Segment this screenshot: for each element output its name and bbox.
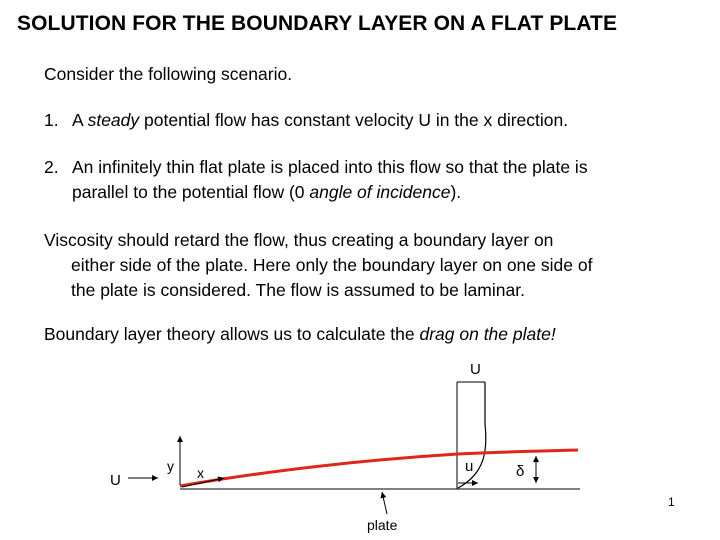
label-delta: δ bbox=[516, 463, 525, 480]
viscosity-paragraph bbox=[44, 228, 592, 303]
intro-text: Consider the following scenario. bbox=[44, 64, 293, 84]
viscosity-line3: the plate is considered. The flow is assumed to be laminar. bbox=[71, 280, 525, 300]
item2-line2-pre: parallel to the potential flow (0 bbox=[72, 182, 310, 202]
theory-pre: Boundary layer theory allows us to calculate the bbox=[44, 324, 420, 344]
item2-line2-post: ). bbox=[450, 182, 462, 202]
label-x: x bbox=[197, 465, 204, 481]
list-item-1 bbox=[44, 108, 568, 133]
item1-pre: A bbox=[72, 110, 88, 130]
list-number-1: 1. bbox=[44, 110, 59, 130]
boundary-layer-diagram bbox=[100, 352, 590, 540]
item1-post: potential flow has constant velocity U in the x direction. bbox=[139, 110, 569, 130]
item2-line2-em: angle of incidence bbox=[309, 182, 451, 202]
theory-em: drag on the plate! bbox=[419, 324, 556, 344]
label-plate: plate bbox=[367, 517, 398, 533]
label-U-left: U bbox=[110, 472, 121, 489]
item1-em: steady bbox=[87, 110, 140, 130]
label-y: y bbox=[167, 458, 174, 474]
item2-line1: An infinitely thin flat plate is placed into this flow so that the plate is bbox=[72, 157, 588, 177]
label-u: u bbox=[465, 458, 474, 475]
page-number: 1 bbox=[668, 495, 675, 509]
theory-paragraph bbox=[44, 322, 556, 347]
list-number-2: 2. bbox=[44, 157, 59, 177]
plate-pointer-arrow bbox=[382, 492, 387, 514]
viscosity-line1: Viscosity should retard the flow, thus creating a boundary layer on bbox=[44, 230, 554, 250]
label-U-top: U bbox=[470, 361, 481, 378]
slide-title: SOLUTION FOR THE BOUNDARY LAYER ON A FLAT PLATE bbox=[17, 12, 618, 35]
viscosity-line2: either side of the plate. Here only the boundary layer on one side of bbox=[71, 255, 593, 275]
list-item-2 bbox=[44, 155, 588, 205]
